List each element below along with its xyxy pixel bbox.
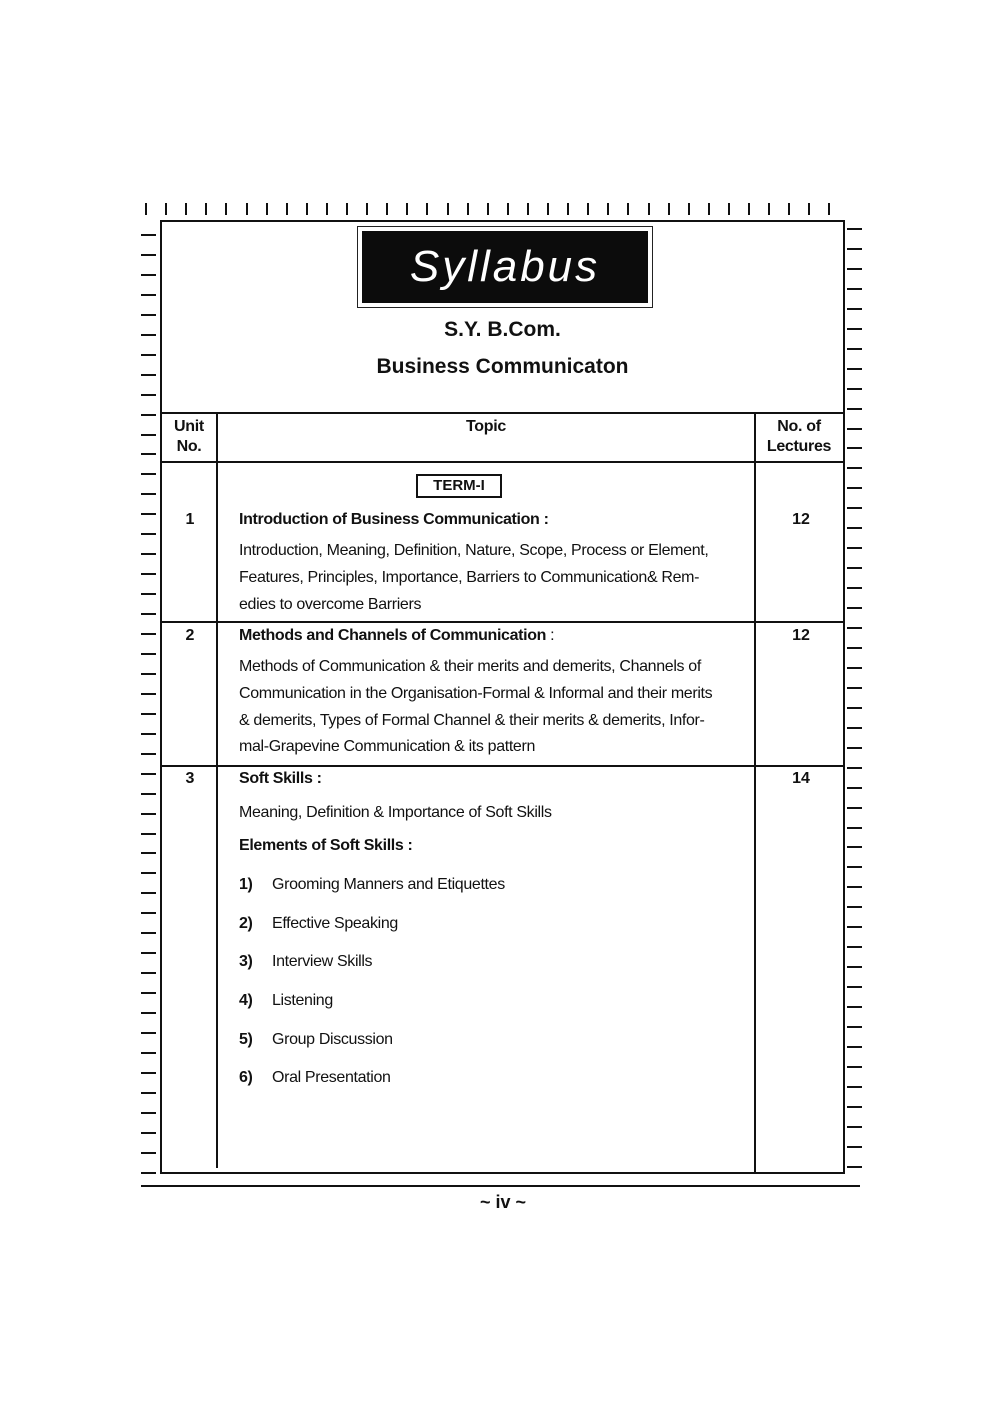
margin-tick xyxy=(627,203,629,215)
margin-dash xyxy=(847,527,862,529)
margin-dash xyxy=(847,827,862,829)
margin-dash xyxy=(847,1026,862,1028)
margin-tick xyxy=(487,203,489,215)
margin-dash xyxy=(847,328,862,330)
margin-tick xyxy=(808,203,810,215)
margin-dash xyxy=(847,986,862,988)
margin-dash xyxy=(847,607,862,609)
margin-dash xyxy=(141,773,156,775)
margin-dash xyxy=(141,892,156,894)
list-item: Effective Speaking xyxy=(272,915,398,932)
unit-title: Soft Skills : xyxy=(239,770,322,787)
margin-dash xyxy=(141,1092,156,1094)
margin-dash xyxy=(847,1166,862,1168)
margin-tick xyxy=(426,203,428,215)
margin-tick xyxy=(366,203,368,215)
margin-tick xyxy=(145,203,147,215)
margin-dash xyxy=(141,533,156,535)
margin-tick xyxy=(547,203,549,215)
margin-dash xyxy=(847,467,862,469)
margin-dash xyxy=(141,473,156,475)
item-number: 4) xyxy=(239,992,253,1009)
lecture-count: 12 xyxy=(792,511,810,528)
margin-dash xyxy=(141,713,156,715)
margin-tick xyxy=(668,203,670,215)
margin-dash xyxy=(847,248,862,250)
margin-dash xyxy=(141,952,156,954)
topic-line: edies to overcome Barriers xyxy=(239,596,422,613)
margin-tick xyxy=(346,203,348,215)
margin-dash xyxy=(847,787,862,789)
margin-dash xyxy=(141,593,156,595)
margin-tick xyxy=(507,203,509,215)
footer-rule xyxy=(141,1185,860,1187)
margin-dash xyxy=(847,747,862,749)
syllabus-banner xyxy=(357,226,653,308)
margin-dash xyxy=(141,493,156,495)
margin-dash xyxy=(141,613,156,615)
margin-dash xyxy=(141,354,156,356)
item-number: 6) xyxy=(239,1069,253,1086)
margin-dash xyxy=(847,308,862,310)
margin-dash xyxy=(847,627,862,629)
margin-dash xyxy=(847,547,862,549)
margin-dash xyxy=(141,972,156,974)
margin-dash xyxy=(847,408,862,410)
header-bottom-rule xyxy=(160,461,845,463)
margin-tick xyxy=(165,203,167,215)
margin-tick xyxy=(266,203,268,215)
margin-dash xyxy=(847,1066,862,1068)
subject-title: Business Communicaton xyxy=(376,355,629,378)
margin-dash xyxy=(847,767,862,769)
margin-tick xyxy=(246,203,248,215)
margin-dash xyxy=(141,234,156,236)
margin-tick xyxy=(768,203,770,215)
list-item: Group Discussion xyxy=(272,1031,393,1048)
topic-line: Methods of Communication & their merits and demerits, Channels of xyxy=(239,658,701,675)
margin-dash xyxy=(141,1132,156,1134)
margin-dash xyxy=(141,294,156,296)
margin-dash xyxy=(141,434,156,436)
margin-tick xyxy=(185,203,187,215)
margin-dash xyxy=(141,414,156,416)
margin-dash xyxy=(141,374,156,376)
margin-dash xyxy=(141,334,156,336)
margin-dash xyxy=(141,573,156,575)
margin-dash xyxy=(141,852,156,854)
item-number: 3) xyxy=(239,953,253,970)
page-number: ~ iv ~ xyxy=(479,1192,527,1212)
margin-dash xyxy=(847,846,862,848)
margin-dash xyxy=(141,513,156,515)
margin-dash xyxy=(141,653,156,655)
margin-dash xyxy=(847,288,862,290)
margin-dash xyxy=(141,394,156,396)
unit-number: 2 xyxy=(185,627,195,644)
margin-dash xyxy=(141,274,156,276)
topic-line: Communication in the Organisation-Formal & Informal and their merits xyxy=(239,685,713,702)
margin-dash xyxy=(141,992,156,994)
unit-number: 1 xyxy=(185,511,195,528)
margin-tick xyxy=(225,203,227,215)
margin-dash xyxy=(141,693,156,695)
margin-dash xyxy=(141,1072,156,1074)
margin-tick xyxy=(828,203,830,215)
margin-dash xyxy=(847,268,862,270)
margin-dash xyxy=(847,866,862,868)
margin-dash xyxy=(847,906,862,908)
margin-dash xyxy=(141,453,156,455)
margin-dash xyxy=(847,487,862,489)
margin-tick xyxy=(788,203,790,215)
margin-dash xyxy=(141,813,156,815)
banner-text: Syllabus xyxy=(362,231,648,303)
margin-dash xyxy=(141,1032,156,1034)
margin-dash xyxy=(847,507,862,509)
margin-dash xyxy=(847,1146,862,1148)
margin-dash xyxy=(847,228,862,230)
list-item: Interview Skills xyxy=(272,953,373,970)
margin-tick xyxy=(728,203,730,215)
margin-dash xyxy=(141,633,156,635)
table-top-rule xyxy=(160,412,845,414)
margin-dash xyxy=(847,428,862,430)
margin-dash xyxy=(847,368,862,370)
margin-dash xyxy=(847,727,862,729)
margin-dash xyxy=(141,833,156,835)
margin-dash xyxy=(847,567,862,569)
list-item: Grooming Manners and Etiquettes xyxy=(272,876,505,893)
margin-tick xyxy=(326,203,328,215)
margin-tick xyxy=(447,203,449,215)
margin-dash xyxy=(141,1112,156,1114)
unit-number: 3 xyxy=(185,770,195,787)
item-number: 5) xyxy=(239,1031,253,1048)
subheading: Elements of Soft Skills : xyxy=(239,837,413,854)
list-item: Oral Presentation xyxy=(272,1069,391,1086)
item-number: 1) xyxy=(239,876,253,893)
margin-dash xyxy=(141,733,156,735)
margin-tick xyxy=(688,203,690,215)
row-divider xyxy=(160,765,845,767)
item-number: 2) xyxy=(239,915,253,932)
header-lectures: No. of Lectures xyxy=(766,418,832,455)
margin-dash xyxy=(847,886,862,888)
margin-tick xyxy=(406,203,408,215)
lecture-count: 12 xyxy=(792,627,810,644)
margin-dash xyxy=(847,667,862,669)
margin-dash xyxy=(847,647,862,649)
margin-dash xyxy=(141,314,156,316)
margin-dash xyxy=(141,254,156,256)
margin-dash xyxy=(847,946,862,948)
topic-line: Introduction, Meaning, Definition, Nature, Scope, Process or Element, xyxy=(239,542,709,559)
margin-dash xyxy=(847,707,862,709)
margin-dash xyxy=(847,587,862,589)
margin-dash xyxy=(847,348,862,350)
margin-tick xyxy=(527,203,529,215)
margin-tick xyxy=(567,203,569,215)
topic-line: & demerits, Types of Formal Channel & their merits & demerits, Infor- xyxy=(239,712,705,729)
margin-dash xyxy=(847,388,862,390)
header-topic: Topic xyxy=(466,418,506,435)
margin-dash xyxy=(141,872,156,874)
header-unit: Unit No. xyxy=(174,418,204,455)
class-title: S.Y. B.Com. xyxy=(444,318,561,341)
margin-dash xyxy=(847,687,862,689)
unit-title: Introduction of Business Communication : xyxy=(239,511,549,528)
margin-dash xyxy=(141,793,156,795)
unit-title: Methods and Channels of Communication : xyxy=(239,627,555,644)
lecture-count: 14 xyxy=(792,770,810,787)
margin-tick xyxy=(708,203,710,215)
margin-tick xyxy=(306,203,308,215)
list-item: Listening xyxy=(272,992,333,1009)
margin-dash xyxy=(847,1046,862,1048)
margin-dash xyxy=(847,1086,862,1088)
row-divider xyxy=(160,621,845,623)
margin-dash xyxy=(847,447,862,449)
margin-dash xyxy=(141,673,156,675)
margin-tick xyxy=(587,203,589,215)
margin-tick xyxy=(467,203,469,215)
margin-tick xyxy=(607,203,609,215)
topic-line: mal-Grapevine Communication & its pattern xyxy=(239,738,536,755)
margin-dash xyxy=(141,1052,156,1054)
margin-dash xyxy=(847,807,862,809)
margin-tick xyxy=(205,203,207,215)
margin-dash xyxy=(847,1126,862,1128)
margin-dash xyxy=(141,553,156,555)
margin-dash xyxy=(141,1152,156,1154)
margin-tick xyxy=(286,203,288,215)
topic-line: Features, Principles, Importance, Barriers to Communication& Rem- xyxy=(239,569,700,586)
margin-dash xyxy=(847,1006,862,1008)
margin-dash xyxy=(141,753,156,755)
margin-dash xyxy=(141,932,156,934)
margin-tick xyxy=(748,203,750,215)
margin-dash xyxy=(141,912,156,914)
margin-dash xyxy=(141,1172,156,1174)
margin-dash xyxy=(847,926,862,928)
margin-tick xyxy=(386,203,388,215)
margin-dash xyxy=(847,1106,862,1108)
margin-dash xyxy=(141,1012,156,1014)
margin-dash xyxy=(847,966,862,968)
margin-tick xyxy=(648,203,650,215)
topic-line: Meaning, Definition & Importance of Soft Skills xyxy=(239,804,552,821)
term-label: TERM-I xyxy=(416,474,502,498)
